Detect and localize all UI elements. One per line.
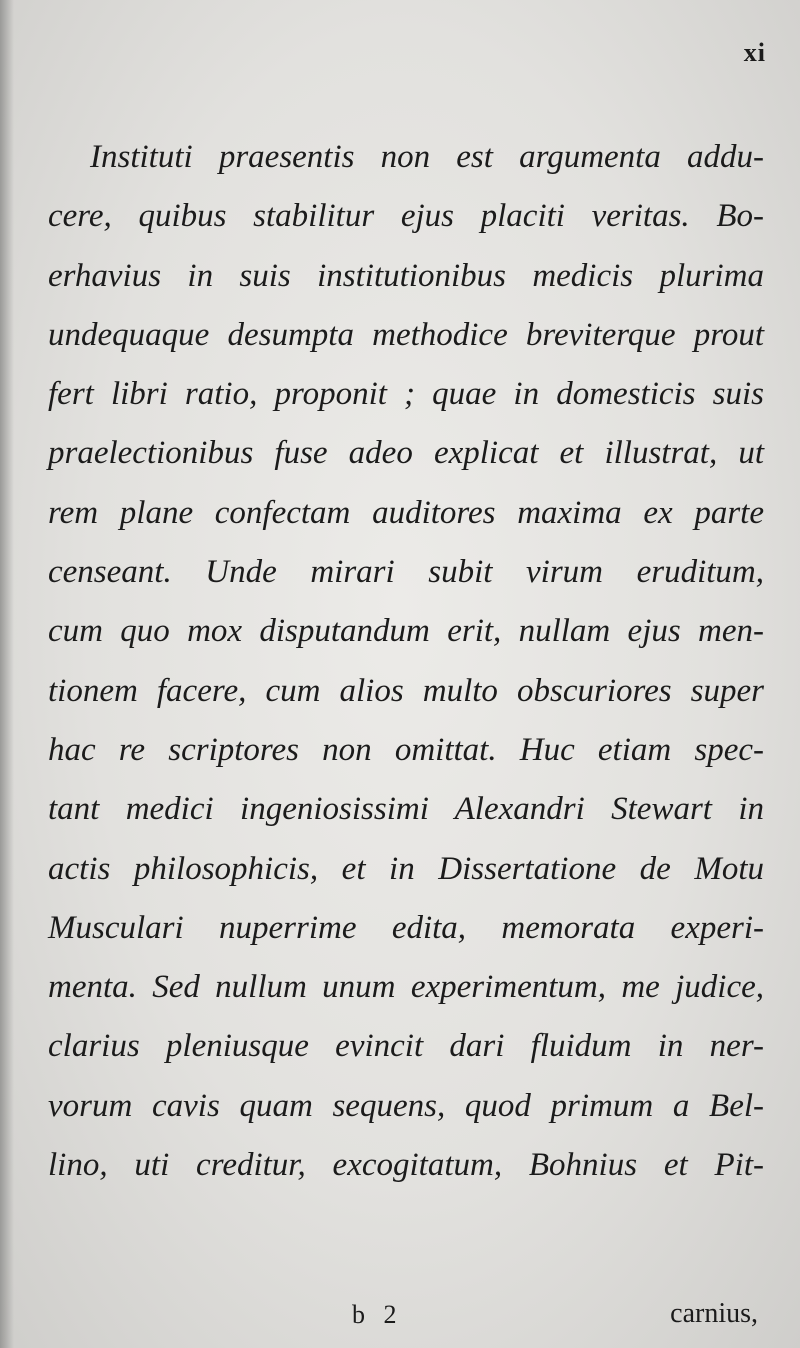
signature-mark: b 2: [352, 1300, 403, 1329]
body-text: [48, 128, 764, 1195]
catchword: carnius,: [670, 1298, 758, 1329]
text-line-3: erhavius in suis institutionibus medicis plurima: [48, 257, 764, 294]
page-gutter-shadow: [0, 0, 14, 1348]
text-line-11: hac re scriptores non omittat. Huc etiam spec-: [48, 731, 764, 768]
text-line-14: Musculari nuperrime edita, memorata experi-: [48, 909, 764, 946]
text-line-13: actis philosophicis, et in Dissertatione de Motu: [48, 850, 764, 887]
page-number: xi: [743, 38, 766, 67]
text-line-4: undequaque desumpta methodice breviterque prout: [48, 316, 764, 353]
text-line-9: cum quo mox disputandum erit, nullam ejus men-: [48, 613, 764, 650]
text-line-16: clarius pleniusque evincit dari fluidum in ner-: [48, 1028, 764, 1065]
text-line-8: censeant. Unde mirari subit virum eruditum,: [48, 554, 764, 591]
text-line-10: tionem facere, cum alios multo obscuriores super: [48, 672, 764, 709]
text-line-15: menta. Sed nullum unum experimentum, me judice,: [48, 969, 764, 1006]
text-line-6: praelectionibus fuse adeo explicat et illustrat, ut: [48, 435, 764, 472]
text-line-2: cere, quibus stabilitur ejus placiti veritas. Bo-: [48, 198, 764, 235]
text-line-5: fert libri ratio, proponit ; quae in domesticis suis: [48, 376, 764, 413]
text-line-12: tant medici ingeniosissimi Alexandri Stewart in: [48, 791, 764, 828]
text-line-18: lino, uti creditur, excogitatum, Bohnius et Pit-: [48, 1147, 764, 1184]
text-line-7: rem plane confectam auditores maxima ex parte: [48, 494, 764, 531]
text-line-1: Instituti praesentis non est argumenta addu-: [90, 139, 764, 175]
text-line-17: vorum cavis quam sequens, quod primum a Bel-: [48, 1087, 764, 1124]
